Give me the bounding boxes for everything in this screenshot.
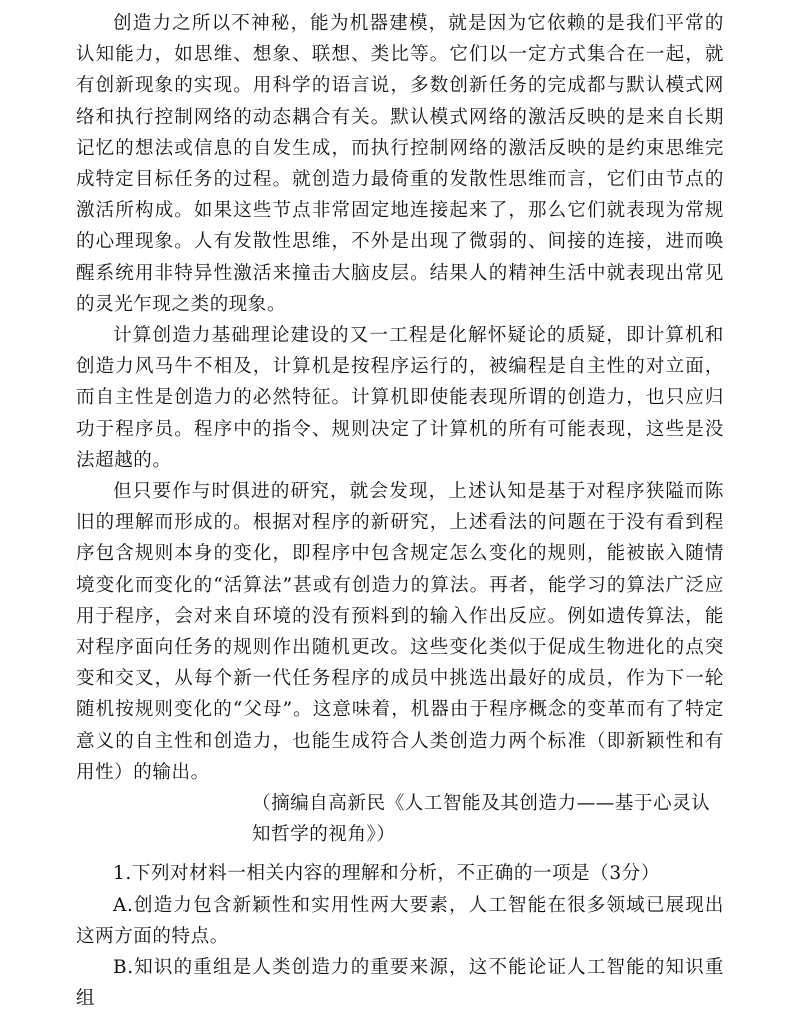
option-b: B.知识的重组是人类创造力的重要来源，这不能论证人工智能的知识重组 — [76, 957, 724, 1010]
source-citation: （摘编自高新民《人工智能及其创造力——基于心灵认知哲学的视角》） — [252, 793, 711, 846]
document-page — [76, 8, 724, 1015]
passage-paragraph-1: 创造力之所以不神秘，能为机器建模，就是因为它依赖的是我们平常的认知能力，如思维、想象、联想、类比等。它们以一定方式集合在一起，就有创新现象的实现。用科学的语言说，多数创新任务的完成都与默认模式网络和执行控制网络的动态耦合有关。默认模式网络的激活反映的是来自长期记忆的想法或信息的自发生成，而执行控制网络的激活反映的是约束思维完成特定目标任务的过程。就创造力最倚重的发散性思维而言，它们由节点的激活所构成。如果这些节点非常固定地连接起来了，那么它们就表现为常规的心理现象。人有发散性思维，不外是出现了微弱的、间接的连接，进而唤醒系统用非特异性激活来撞击大脑皮层。结果人的精神生活中就表现出常见的灵光乍现之类的现象。 — [76, 13, 724, 315]
passage-paragraph-3: 但只要作与时俱进的研究，就会发现，上述认知是基于对程序狭隘而陈旧的理解而形成的。根据对程序的新研究，上述看法的问题在于没有看到程序包含规则本身的变化，即程序中包含规定怎么变化的规则，能被嵌入随情境变化而变化的“活算法”甚或有创造力的算法。再者，能学习的算法广泛应用于程序，会对来自环境的没有预料到的输入作出反应。例如遗传算法，能对程序面向任务的规则作出随机更改。这些变化类似于促成生物进化的点突变和交叉，从每个新一代任务程序的成员中挑选出最好的成员，作为下一轮随机按规则变化的“父母”。这意味着，机器由于程序概念的变革而有了特定意义的自主性和创造力，也能生成符合人类创造力两个标准（即新颖性和有用性）的输出。 — [76, 481, 724, 783]
option-a: A.创造力包含新颖性和实用性两大要素，人工智能在很多领域已展现出这两方面的特点。 — [76, 894, 724, 947]
passage-paragraph-2: 计算创造力基础理论建设的又一工程是化解怀疑论的质疑，即计算机和创造力风马牛不相及，计算机是按程序运行的，被编程是自主性的对立面，而自主性是创造力的必然特征。计算机即使能表现所谓的创造力，也只应归功于程序员。程序中的指令、规则决定了计算机的所有可能表现，这些是没法超越的。 — [76, 325, 724, 471]
question-stem: 1.下列对材料一相关内容的理解和分析，不正确的一项是（3分） — [113, 863, 660, 885]
